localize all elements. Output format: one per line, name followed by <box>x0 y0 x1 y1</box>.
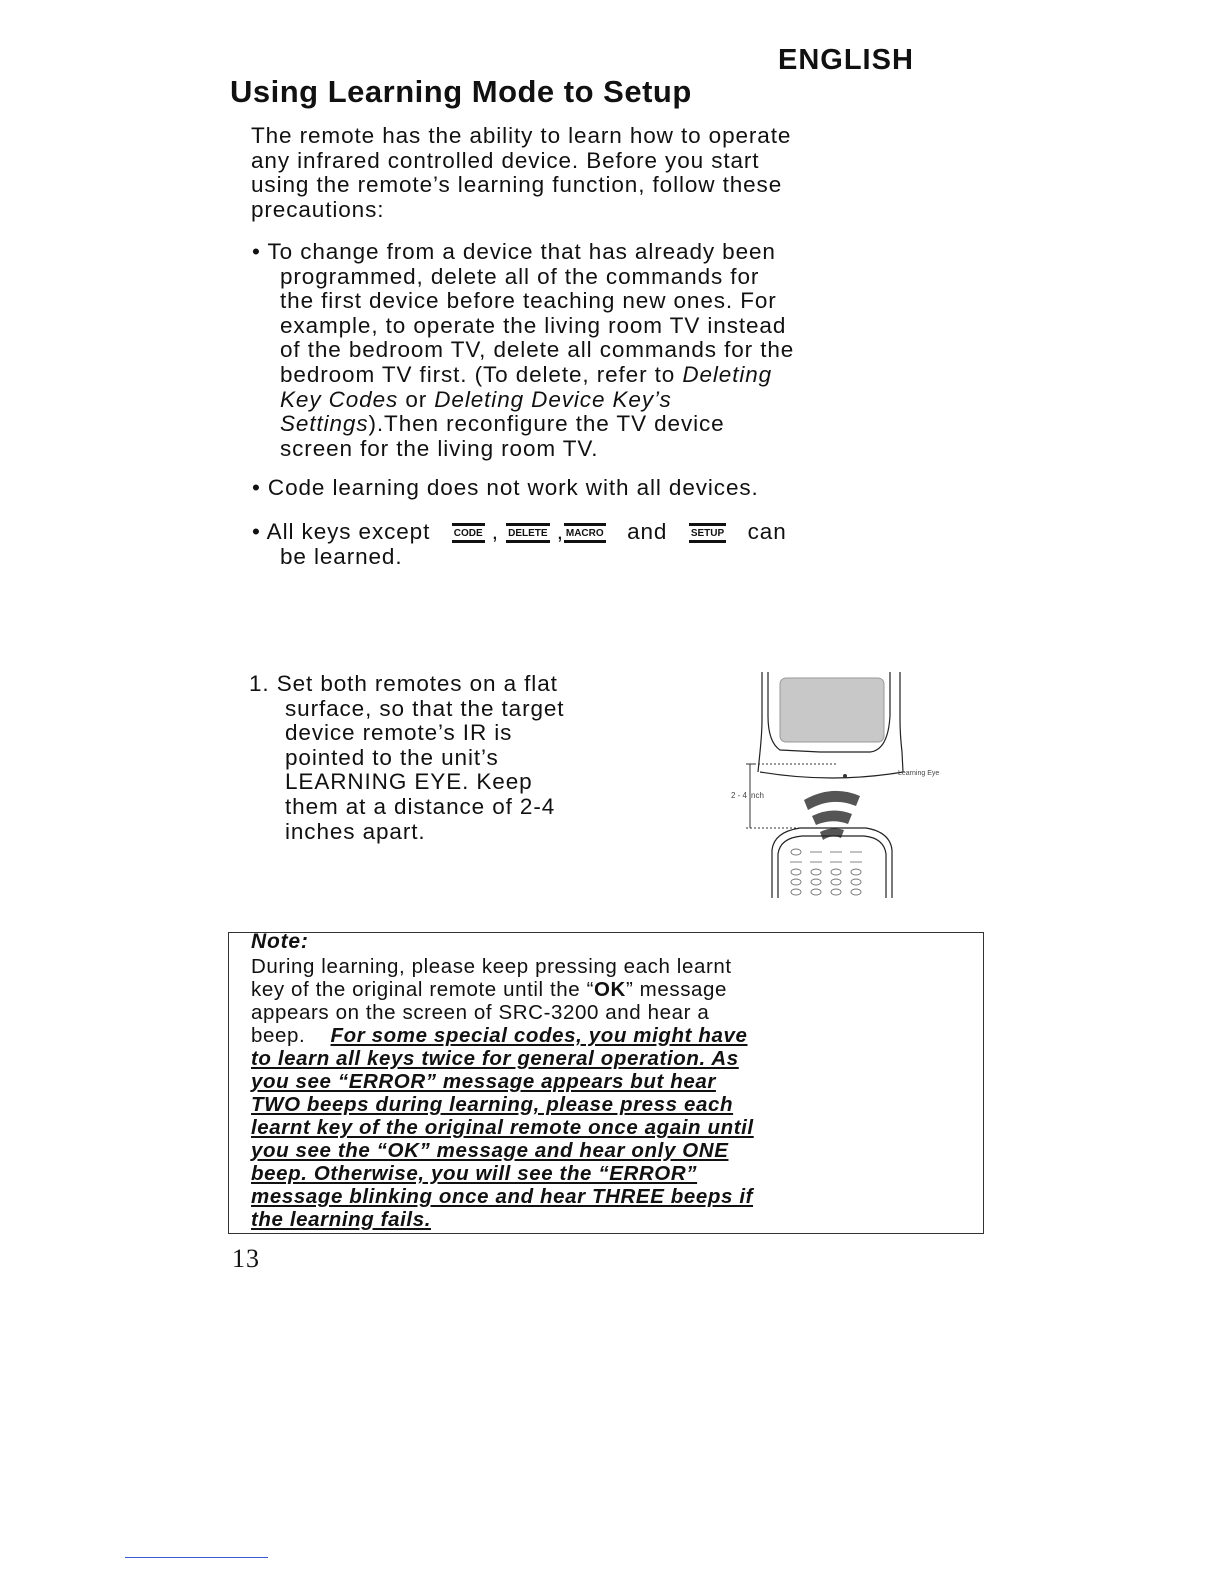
bullet-line <box>252 412 972 437</box>
bullet-code-learning <box>252 476 972 501</box>
note-emphasis: you see the “OK” message and hear only ONE <box>251 1139 729 1162</box>
bullet-line: the first device before teaching new ones. For <box>280 288 777 314</box>
text-run: ” message <box>625 978 728 1001</box>
note-emphasis: you see “ERROR” message appears but hear <box>251 1070 716 1093</box>
language-label: ENGLISH <box>778 44 914 76</box>
ok-label: OK <box>594 978 626 1001</box>
bullet-line: of the bedroom TV, delete all commands for the <box>280 337 795 363</box>
note-emphasis: For some special codes, you might have <box>330 1024 748 1047</box>
bullet-line: screen for the living room TV. <box>280 435 599 461</box>
note-line <box>251 978 971 1001</box>
page-title: Using Learning Mode to Setup <box>230 74 692 109</box>
ref-deleting: Deleting <box>682 361 773 387</box>
intro-line: using the remote’s learning function, follow these <box>251 172 783 198</box>
distance-label: 2 - 4 inch <box>731 791 764 800</box>
ir-waves-icon <box>804 791 860 840</box>
ref-key-codes: Key Codes <box>280 386 399 412</box>
step-line: 1. Set both remotes on a flat <box>249 671 558 696</box>
learning-eye-label: Learning Eye <box>898 770 940 777</box>
bullet-change-device <box>252 240 972 461</box>
text-run: , <box>491 519 499 544</box>
note-emphasis: TWO beeps during learning, please press each <box>251 1093 734 1116</box>
learning-illustration <box>720 672 970 898</box>
ref-settings: Settings <box>280 411 369 437</box>
note-line: During learning, please keep pressing each learnt <box>251 955 732 978</box>
note-emphasis: beep. Otherwise, you will see the “ERROR” <box>251 1162 698 1185</box>
note-title: Note: <box>251 930 309 953</box>
setup-key-icon: SETUP <box>689 523 726 543</box>
text-run: or <box>398 386 435 412</box>
ref-deleting-device: Deleting Device Key’s <box>434 386 672 412</box>
step-line: LEARNING EYE. Keep <box>285 769 533 795</box>
step-line: them at a distance of 2-4 <box>285 793 556 819</box>
bullet-line <box>252 388 972 413</box>
footer-rule <box>125 1557 268 1558</box>
bullet-all-keys <box>252 520 972 569</box>
step-line: pointed to the unit’s <box>285 744 499 770</box>
text-run: bedroom TV first. (To delete, refer to <box>280 361 683 387</box>
delete-key-icon: DELETE <box>506 523 549 543</box>
source-remote <box>772 828 892 898</box>
note-text <box>251 955 971 1231</box>
step-1 <box>249 672 669 844</box>
target-screen <box>780 678 884 742</box>
step-line: surface, so that the target <box>285 695 565 721</box>
intro-line: any infrared controlled device. Before you start <box>251 147 760 173</box>
bullet-line: • Code learning does not work with all devices. <box>252 475 759 500</box>
note-emphasis: the learning fails. <box>251 1208 431 1231</box>
code-key-icon: CODE <box>452 523 485 543</box>
intro-line: precautions: <box>251 196 385 222</box>
macro-key-icon: MACRO <box>564 523 606 543</box>
text-run: and <box>627 519 668 544</box>
note-line: appears on the screen of SRC-3200 and hear a <box>251 1001 710 1024</box>
text-run: beep. <box>251 1024 312 1047</box>
note-emphasis: learnt key of the original remote once again until <box>251 1116 754 1139</box>
intro-line: The remote has the ability to learn how to operate <box>251 123 792 148</box>
page-number: 13 <box>232 1244 260 1273</box>
step-line: inches apart. <box>285 818 426 844</box>
note-emphasis: to learn all keys twice for general operation. As <box>251 1047 739 1070</box>
text-run: , <box>556 519 564 544</box>
text-run: • All keys except <box>252 519 431 544</box>
note-line <box>251 1024 971 1047</box>
note-emphasis: message blinking once and hear THREE beeps if <box>251 1185 754 1208</box>
text-run: key of the original remote until the “ <box>251 978 594 1001</box>
bullet-line: example, to operate the living room TV instead <box>280 312 787 338</box>
bullet-line <box>252 520 972 545</box>
bullet-line: • To change from a device that has already been <box>252 239 776 264</box>
text-run: ).Then reconfigure the TV device <box>368 411 725 437</box>
bullet-line <box>252 363 972 388</box>
intro-paragraph <box>251 124 971 222</box>
bullet-line: programmed, delete all of the commands for <box>280 263 760 289</box>
text-run: can <box>747 519 787 544</box>
step-line: device remote’s IR is <box>285 720 513 746</box>
remote-buttons-icon <box>790 849 862 895</box>
bullet-line: be learned. <box>280 543 403 569</box>
